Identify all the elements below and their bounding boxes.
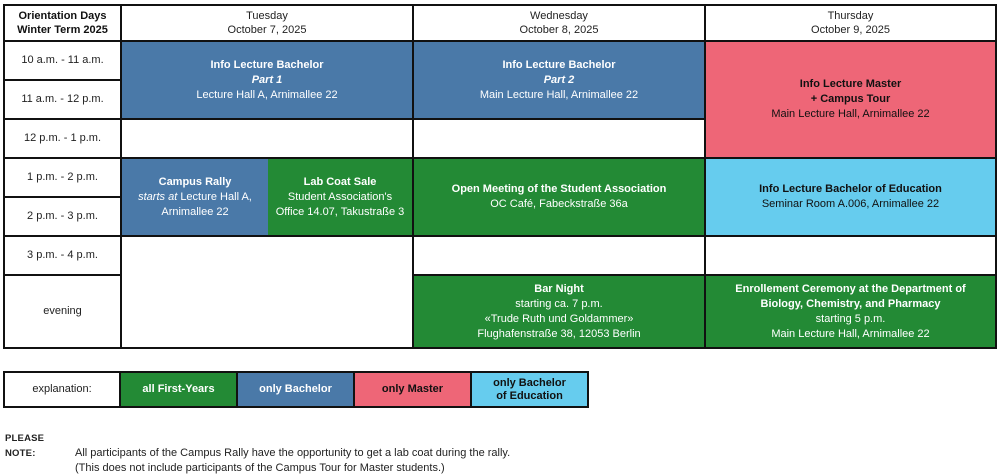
legend-item-only-bachelor-education (472, 373, 587, 406)
legend (3, 371, 589, 408)
timetable (3, 4, 997, 349)
event-part: Part 1 (251, 73, 283, 86)
legend-item-all-first-years (121, 373, 238, 406)
empty-slot (414, 120, 706, 159)
event-title: Campus Rally (158, 175, 232, 188)
event-info-lecture-bachelor-education (706, 159, 997, 237)
event-location: Lecture Hall A, Arnimallee 22 (196, 88, 338, 101)
day-header-wednesday (414, 6, 706, 42)
event-location: Main Lecture Hall, Arnimallee 22 (771, 327, 930, 340)
time-label: 10 a.m. - 11 a.m. (21, 54, 104, 66)
table-corner-title (5, 6, 122, 42)
legend-item-only-bachelor (238, 373, 355, 406)
event-open-meeting-student-association (414, 159, 706, 237)
event-part: Part 2 (543, 73, 575, 86)
time-slot-3-4 (5, 237, 122, 276)
event-title: Lab Coat Sale (303, 175, 377, 188)
event-title: Info Lecture Bachelor (502, 58, 616, 71)
event-lab-coat-sale (268, 159, 414, 237)
event-title-2: + Campus Tour (810, 93, 891, 105)
event-location-start: Lecture Hall A, (180, 190, 252, 203)
event-title-line-1: Enrollement Ceremony at the Department of (735, 282, 966, 295)
event-title: Open Meeting of the Student Association (451, 183, 667, 195)
event-location: Main Lecture Hall, Arnimallee 22 (479, 88, 639, 101)
note-line-2 (5, 461, 510, 476)
empty-slot (414, 237, 706, 276)
day-date: October 9, 2025 (811, 24, 890, 36)
day-header-thursday (706, 6, 997, 42)
time-label: 1 p.m. - 2 p.m. (27, 171, 98, 183)
corner-line-2: Winter Term 2025 (17, 24, 108, 36)
day-date: October 8, 2025 (519, 24, 599, 36)
event-title: Info Lecture Bachelor of Education (759, 183, 942, 195)
event-title: Info Lecture Bachelor (210, 58, 324, 71)
event-location: Seminar Room A.006, Arnimallee 22 (761, 198, 940, 210)
event-location-line-2: Office 14.07, Takustraße 3 (275, 205, 405, 218)
event-address: Flughafenstraße 38, 12053 Berlin (477, 327, 641, 340)
empty-slot (122, 237, 414, 349)
event-info-lecture-bachelor-part-1 (122, 42, 414, 120)
event-location-line-1: Student Association's (287, 190, 393, 203)
legend-item-only-master (355, 373, 472, 406)
time-slot-evening (5, 276, 122, 349)
legend-item-label: only Master (381, 383, 444, 395)
day-name: Tuesday (246, 10, 288, 22)
note (5, 431, 510, 476)
time-label: 12 p.m. - 1 p.m. (23, 132, 102, 144)
event-location: OC Café, Fabeckstraße 36a (490, 198, 628, 210)
legend-item-label: only Bachelor (259, 383, 332, 395)
note-text-1: All participants of the Campus Rally have the opportunity to get a lab coat during the rally. (75, 447, 511, 459)
time-label: 11 a.m. - 12 p.m. (21, 93, 104, 105)
legend-label-text: explanation: (32, 383, 92, 395)
event-location-prefix: starts at (138, 190, 178, 203)
empty-slot (122, 120, 414, 159)
legend-item-label: all First-Years (142, 383, 215, 395)
note-label: PLEASE NOTE: (5, 433, 45, 459)
note-line-1 (5, 431, 510, 461)
day-name: Wednesday (530, 10, 588, 22)
event-title: Bar Night (534, 282, 584, 295)
note-text-2: (This does not include participants of the Campus Tour for Master students.) (75, 462, 445, 474)
event-title: Info Lecture Master (799, 78, 902, 90)
empty-slot (706, 237, 997, 276)
time-slot-1-2 (5, 159, 122, 198)
event-time: starting ca. 7 p.m. (515, 297, 603, 310)
day-header-tuesday (122, 6, 414, 42)
event-location: Main Lecture Hall, Arnimallee 22 (771, 108, 930, 120)
legend-item-label-line-1: only Bachelor (493, 376, 566, 389)
time-label: 2 p.m. - 3 p.m. (27, 210, 98, 222)
event-time: starting 5 p.m. (815, 312, 886, 325)
event-info-lecture-master (706, 42, 997, 159)
time-label: evening (43, 305, 82, 317)
event-title-line-2: Biology, Chemistry, and Pharmacy (760, 297, 941, 310)
corner-line-1: Orientation Days (18, 10, 107, 22)
event-info-lecture-bachelor-part-2 (414, 42, 706, 120)
time-slot-2-3 (5, 198, 122, 237)
event-enrollment-ceremony (706, 276, 997, 349)
event-venue: «Trude Ruth und Goldammer» (484, 312, 634, 325)
time-slot-12-1 (5, 120, 122, 159)
time-slot-10-11 (5, 42, 122, 81)
legend-item-label-line-2: of Education (496, 389, 563, 402)
time-label: 3 p.m. - 4 p.m. (27, 249, 98, 261)
time-slot-11-12 (5, 81, 122, 120)
day-name: Thursday (827, 10, 874, 22)
event-campus-rally (122, 159, 268, 237)
event-bar-night (414, 276, 706, 349)
event-location-line-2: Arnimallee 22 (161, 205, 229, 218)
event-location-line-1 (138, 190, 252, 205)
legend-label (5, 373, 121, 406)
day-date: October 7, 2025 (227, 24, 307, 36)
